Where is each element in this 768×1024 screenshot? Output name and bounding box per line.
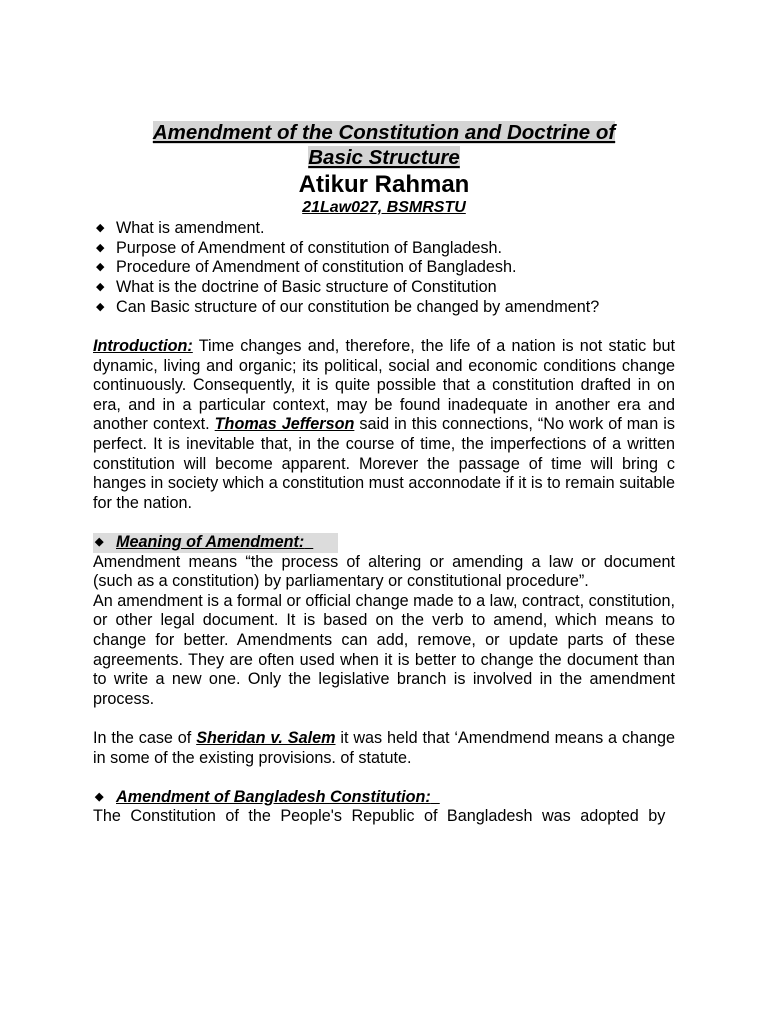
diamond-bullet-icon: ◆ <box>96 300 105 313</box>
diamond-bullet-icon: ◆ <box>96 241 105 254</box>
diamond-bullet-icon: ◆ <box>96 281 105 294</box>
title-line-1: Amendment of the Constitution and Doctrine of <box>152 121 616 144</box>
introduction-text: Time changes and, therefore, the life of a nation is not static but dynamic, living and organic; its political, social and economic conditions change continuously. Consequently, it is quite possible that a constitution drafted in on era, and in a particular context, may be found inadequate in another era and another context. <box>93 337 675 434</box>
author-affiliation: 21Law027, BSMRSTU <box>302 199 466 216</box>
spacer <box>93 709 675 729</box>
introduction-label: Introduction: <box>93 337 193 356</box>
diamond-bullet-icon: ◆ <box>96 261 105 274</box>
section-heading-meaning <box>93 533 675 553</box>
introduction-text-cont: said in this connections, “No work of man is perfect. It is inevitable that, in the course of time, the imperfections of a written constitution will become apparent. Morever the passage of time will bring c hanges in society which a constitution must acconnodate if it is to remain suitable for the nation. <box>93 415 676 512</box>
list-item: ◆ What is the doctrine of Basic structure of Constitution <box>96 278 497 297</box>
spacer <box>93 318 675 338</box>
spacer <box>93 513 675 533</box>
diamond-bullet-icon: ◆ <box>96 222 105 234</box>
diamond-bullet-icon: ◆ <box>95 536 104 549</box>
list-item: ◆ Procedure of Amendment of constitution of Bangladesh. <box>96 258 517 277</box>
diamond-bullet-icon: ◆ <box>95 790 104 803</box>
case-name: Sheridan v. Salem <box>196 728 336 747</box>
introduction-paragraph <box>93 337 675 513</box>
case-paragraph: In the case of Sheridan v. Salem it was held that ‘Amendmend means a change in some of the existing provisions. of statute. <box>93 728 676 767</box>
section-heading-text: Amendment of Bangladesh Constitution: <box>116 787 431 806</box>
list-item: ◆ What is amendment. <box>96 219 265 237</box>
meaning-paragraph-1: Amendment means “the process of altering or amending a law or document (such as a constitution) by parliamentary or constitutional procedure”. <box>93 552 675 591</box>
quoted-person: Thomas Jefferson <box>214 415 355 434</box>
bd-amendment-paragraph: The Constitution of the People's Republic of Bangladesh was adopted by <box>93 807 666 826</box>
section-heading-bd-amendment <box>93 788 675 808</box>
section-heading-text: Meaning of Amendment: <box>116 533 305 552</box>
author-name: Atikur Rahman <box>298 171 470 198</box>
title-line-2: Basic Structure <box>308 146 460 169</box>
list-item: ◆ Purpose of Amendment of constitution of Bangladesh. <box>96 238 503 257</box>
topic-list <box>93 219 675 318</box>
list-item: ◆ Can Basic structure of our constitution be changed by amendment? <box>96 297 600 316</box>
document-title <box>93 120 675 170</box>
meaning-paragraph-2: An amendment is a formal or official change made to a law, contract, constitution, or other legal document. It is based on the verb to amend, which means to change for better. Amendments can add, remove, or update parts of these agreements. They are often used when it is better to change the document than to write a new one. Only the legislative branch is involved in the amendment process. <box>93 591 675 708</box>
document-page <box>93 120 675 827</box>
spacer <box>93 768 675 788</box>
